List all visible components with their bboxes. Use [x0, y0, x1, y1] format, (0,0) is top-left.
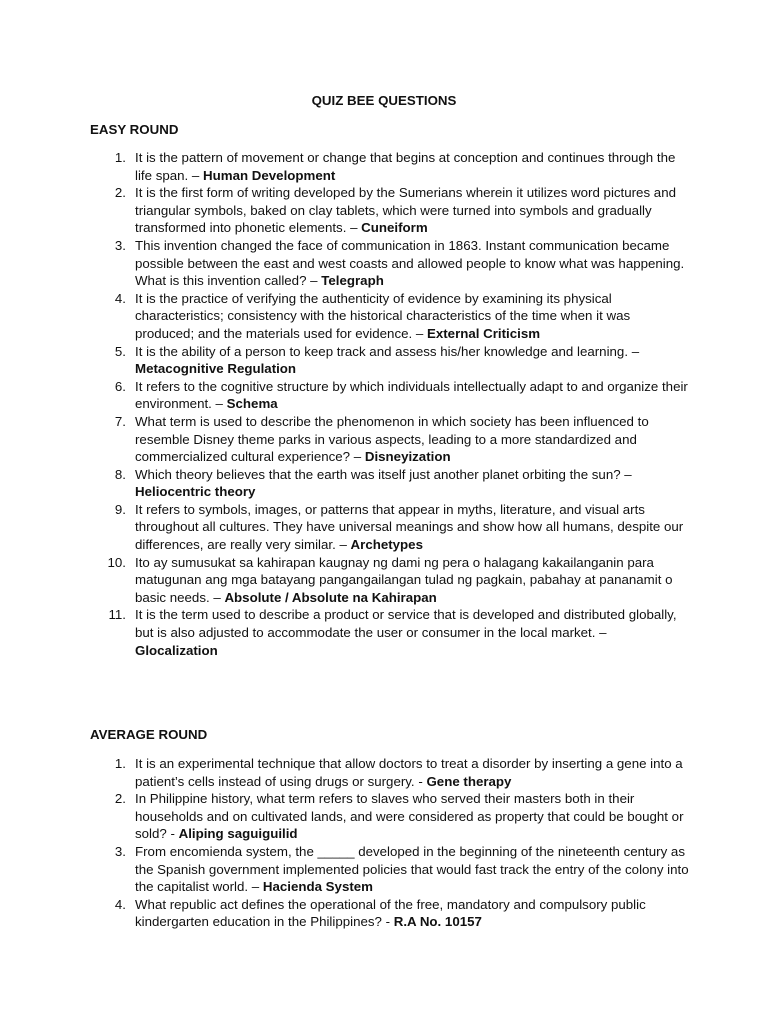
- question-item: [90, 184, 690, 237]
- question-item: [90, 343, 690, 378]
- question-answer: Telegraph: [321, 273, 384, 289]
- easy-round-heading: EASY ROUND: [90, 122, 179, 137]
- question-answer: Aliping saguiguilid: [178, 826, 298, 842]
- question-number: 4.: [114, 290, 126, 306]
- question-answer: Archetypes: [350, 537, 423, 553]
- question-text: Which theory believes that the earth was itself just another planet orbiting the sun? –: [135, 466, 632, 482]
- question-item: [90, 378, 690, 413]
- question-answer: Glocalization: [135, 642, 218, 658]
- question-number: 3.: [114, 237, 126, 253]
- question-text: In Philippine history, what term refers to slaves who served their masters both in their households and on cultivated lands, and were considered as property that could be bought or sold? -: [135, 791, 684, 842]
- question-text: What republic act defines the operational of the free, mandatory and compulsory public kindergarten education in the Philippines? -: [135, 896, 646, 930]
- question-number: 2.: [114, 185, 126, 201]
- question-item: [90, 843, 690, 896]
- question-number: 9.: [114, 501, 126, 517]
- question-number: 6.: [114, 378, 126, 394]
- question-text: From encomienda system, the _____ developed in the beginning of the nineteenth century as the Spanish government implemented policies that would fast track the entry of the colony into the capitalist world. –: [135, 843, 689, 895]
- question-text: This invention changed the face of communication in 1863. Instant communication became possible between the east and west coasts and allowed people to know what was happening. What is this invention called? –: [135, 237, 685, 289]
- question-item: [90, 501, 690, 554]
- question-number: 5.: [114, 343, 126, 359]
- question-answer: Gene therapy: [426, 773, 512, 789]
- question-number: 7.: [114, 413, 126, 429]
- question-number: 4.: [114, 896, 126, 912]
- question-number: 10.: [107, 554, 126, 570]
- question-item: [90, 413, 690, 466]
- question-answer: Human Development: [203, 167, 336, 183]
- question-text: It refers to the cognitive structure by which individuals intellectually adapt to and organize their environment. –: [135, 378, 688, 412]
- easy-round-question-list: [90, 149, 690, 659]
- question-item: [90, 149, 690, 184]
- question-text: Ito ay sumusukat sa kahirapan kaugnay ng dami ng pera o halagang kakailanganin para matugunan ang mga batayang pangangailangan tulad ng pagkain, pabahay at pananamit o basic needs. –: [135, 554, 673, 605]
- question-text: It is the term used to describe a product or service that is developed and distributed globally, but is also adjusted to accommodate the user or consumer in the local market. –: [135, 607, 677, 641]
- question-text: It refers to symbols, images, or patterns that appear in myths, literature, and visual arts throughout all cultures. They have universal meanings and show how all humans, despite our differences, are really very similar. –: [135, 501, 684, 553]
- question-answer: Schema: [226, 396, 278, 412]
- question-item: [90, 554, 690, 607]
- question-answer: External Criticism: [426, 325, 541, 341]
- question-answer: Absolute / Absolute na Kahirapan: [224, 589, 437, 605]
- question-answer: Disneyization: [364, 449, 451, 465]
- question-item: [90, 290, 690, 343]
- question-answer: Hacienda System: [262, 879, 373, 895]
- question-number: 2.: [114, 791, 126, 807]
- document-title: QUIZ BEE QUESTIONS: [311, 93, 457, 108]
- question-number: 11.: [108, 607, 126, 623]
- question-text: It is the ability of a person to keep track and assess his/her knowledge and learning. –: [135, 343, 640, 359]
- question-text: It is an experimental technique that allow doctors to treat a disorder by inserting a gene into a patient’s cells instead of using drugs or surgery. -: [135, 756, 683, 789]
- question-answer: Cuneiform: [361, 220, 428, 236]
- question-text: It is the practice of verifying the authenticity of evidence by examining its physical characteristics; consistency with the historical characteristics of the time when it was produced; and the materials used for evidence. –: [135, 290, 631, 341]
- question-item: [90, 606, 690, 659]
- question-number: 8.: [114, 466, 126, 482]
- question-number: 1.: [114, 756, 126, 771]
- question-answer: R.A No. 10157: [393, 914, 482, 930]
- average-round-heading: AVERAGE ROUND: [90, 727, 208, 742]
- question-text: What term is used to describe the phenomenon in which society has been influenced to resemble Disney theme parks in various aspects, leading to a more standardized and commercialized cultural experience? –: [135, 413, 649, 465]
- question-item: [90, 237, 690, 290]
- average-round-question-list: [90, 755, 690, 931]
- question-item: [90, 755, 690, 790]
- question-item: [90, 790, 690, 843]
- question-text: It is the first form of writing developed by the Sumerians wherein it utilizes word pictures and triangular symbols, baked on clay tablets, which were turned into symbols and gradually transformed into phonetic elements. –: [135, 185, 676, 236]
- question-text: It is the pattern of movement or change that begins at conception and continues through the life span. –: [135, 150, 676, 183]
- question-number: 3.: [114, 843, 126, 859]
- question-answer: Metacognitive Regulation: [135, 361, 297, 377]
- question-number: 1.: [114, 150, 126, 165]
- question-item: [90, 896, 690, 931]
- question-item: [90, 466, 690, 501]
- question-answer: Heliocentric theory: [135, 484, 256, 500]
